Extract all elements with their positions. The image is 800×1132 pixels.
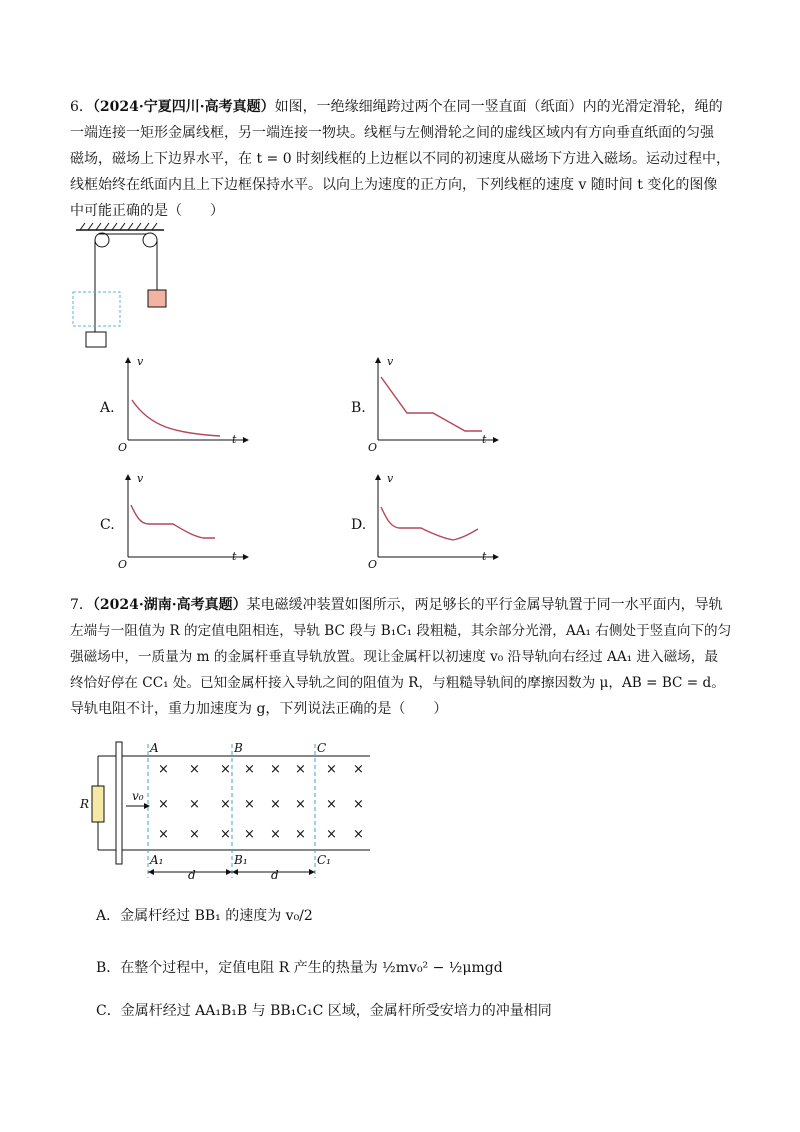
axis-label-t: t (482, 550, 487, 563)
field-cross: × (244, 762, 255, 777)
option-text: 在整个过程中，定值电阻 R 产生的热量为 ½mv₀² − ½μmgd (120, 960, 503, 976)
field-cross: × (326, 762, 337, 777)
label-a: A (150, 741, 159, 755)
question-line: 强磁场中，一质量为 m 的金属杆垂直导轨放置。现让金属杆以初速度 v₀ 沿导轨向右经过 AA₁ 进入磁场，最 (70, 649, 718, 665)
label-b: B (234, 741, 243, 755)
origin-label: O (118, 558, 128, 571)
q7-option-c[interactable] (96, 1000, 552, 1020)
resistor (92, 786, 104, 822)
field-cross: × (158, 827, 169, 842)
field-cross: × (295, 797, 306, 812)
field-cross: × (326, 797, 337, 812)
label-c: C (317, 741, 327, 755)
question-number: 7． (70, 597, 93, 613)
label-b1: B₁ (234, 853, 248, 867)
question-source: （2024·湖南·高考真题） (92, 597, 247, 613)
graph-option-d (365, 472, 505, 572)
option-d-label: D. (351, 517, 367, 533)
axis-label-v: v (387, 472, 394, 485)
pulley-diagram (70, 222, 180, 352)
option-c-label: C. (100, 517, 115, 533)
option-text: 金属杆经过 AA₁B₁B 与 BB₁C₁C 区域，金属杆所受安培力的冲量相同 (120, 1003, 552, 1019)
question-line: 某电磁缓冲装置如图所示，两足够长的平行金属导轨置于同一水平面内，导轨 (246, 597, 723, 613)
field-cross: × (189, 797, 200, 812)
field-cross: × (295, 762, 306, 777)
field-cross: × (189, 762, 200, 777)
rail-diagram (80, 738, 380, 888)
question-line: 一端连接一矩形金属线框，另一端连接一物块。线框与左侧滑轮之间的虚线区域内有方向垂直纸面的匀强 (70, 125, 714, 141)
graph-option-c (115, 472, 255, 572)
axis-label-v: v (137, 472, 144, 485)
graph-option-b (365, 355, 505, 455)
dimension-d: d (188, 868, 196, 882)
origin-label: O (368, 558, 378, 571)
question-line: 中可能正确的是（ ） (70, 203, 224, 219)
question-7-stem (70, 592, 730, 722)
field-cross: × (220, 797, 231, 812)
graph-option-a (115, 355, 255, 455)
field-cross: × (270, 827, 281, 842)
field-cross: × (244, 797, 255, 812)
axis-label-v: v (387, 355, 394, 368)
option-text: 金属杆经过 BB₁ 的速度为 v₀/2 (120, 908, 313, 924)
question-line: 线框始终在纸面内且上下边框保持水平。以向上为速度的正方向，下列线框的速度 v 随时间 t 变化的图像 (70, 177, 718, 193)
axis-label-t: t (232, 433, 237, 446)
field-cross: × (189, 827, 200, 842)
question-line: 导轨电阻不计，重力加速度为 g，下列说法正确的是（ ） (70, 701, 448, 717)
question-line: 如图，一绝缘细绳跨过两个在同一竖直面（纸面）内的光滑定滑轮，绳的 (274, 99, 723, 115)
question-line: 左端与一阻值为 R 的定值电阻相连，导轨 BC 段与 B₁C₁ 段粗糙，其余部分光滑，AA₁ 右侧处于竖直向下的匀 (70, 623, 732, 639)
question-line: 磁场，磁场上下边界水平，在 t = 0 时刻线框的上边框以不同的初速度从磁场下方进入磁场。运动过程中， (70, 151, 731, 167)
field-cross: × (220, 827, 231, 842)
q7-option-b[interactable] (96, 957, 503, 977)
question-6-stem (70, 94, 730, 224)
origin-label: O (368, 441, 378, 454)
field-cross: × (353, 762, 364, 777)
option-label: C． (96, 1003, 121, 1019)
question-line: 终恰好停在 CC₁ 处。已知金属杆接入导轨之间的阻值为 R，与粗糙导轨间的摩擦因数为 μ，AB = BC = d。 (70, 675, 725, 691)
axis-label-v: v (137, 355, 144, 368)
metal-rod (116, 742, 122, 864)
field-cross: × (270, 797, 281, 812)
field-cross: × (353, 827, 364, 842)
question-source: （2024·宁夏四川·高考真题） (92, 99, 275, 115)
field-cross: × (326, 827, 337, 842)
option-label: B． (96, 960, 121, 976)
label-c1: C₁ (317, 853, 331, 867)
axis-label-t: t (232, 550, 237, 563)
field-cross: × (295, 827, 306, 842)
field-cross: × (270, 762, 281, 777)
origin-label: O (118, 441, 128, 454)
option-label: A． (96, 908, 121, 924)
option-a-label: A. (100, 400, 115, 416)
field-cross: × (220, 762, 231, 777)
magnetic-field (158, 762, 364, 842)
question-number: 6． (70, 99, 93, 115)
axis-label-t: t (482, 433, 487, 446)
label-a1: A₁ (150, 853, 164, 867)
option-b-label: B. (351, 400, 366, 416)
field-cross: × (353, 797, 364, 812)
velocity-label: v₀ (132, 789, 144, 803)
field-cross: × (158, 797, 169, 812)
field-cross: × (244, 827, 255, 842)
resistor-label: R (80, 797, 90, 811)
q7-option-a[interactable] (96, 905, 313, 925)
field-cross: × (158, 762, 169, 777)
dimension-d: d (271, 868, 279, 882)
